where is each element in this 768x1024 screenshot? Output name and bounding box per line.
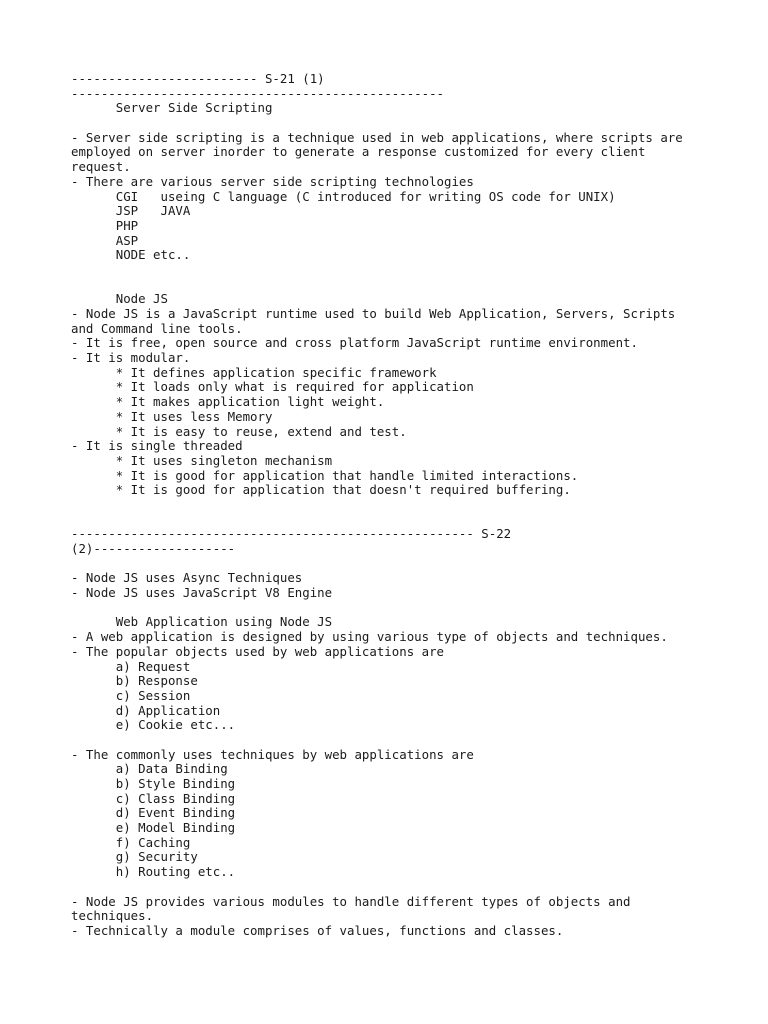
blank-line	[71, 880, 751, 895]
text-line: - Node JS uses Async Techniques	[71, 570, 303, 586]
list-item: * It is easy to reuse, extend and test.	[71, 423, 407, 439]
blank-line	[71, 278, 751, 293]
list-item: PHP	[71, 217, 139, 233]
list-item: e) Model Binding	[71, 820, 236, 836]
text-line: request.	[71, 159, 131, 175]
blank-line	[71, 498, 751, 513]
text-line: - Node JS is a JavaScript runtime used to build Web Application, Servers, Scripts	[71, 306, 676, 321]
list-item: * It uses singleton mechanism	[71, 452, 333, 468]
list-item: a) Request	[71, 658, 191, 674]
blank-line	[71, 601, 751, 616]
list-item: a) Data Binding	[71, 761, 228, 777]
list-item: * It makes application light weight.	[71, 394, 385, 410]
text-line: - It is free, open source and cross platform JavaScript runtime environment.	[71, 335, 638, 351]
text-line: - There are various server side scripting technologies	[71, 173, 474, 189]
separator-line: (2)-------------------	[71, 541, 236, 556]
text-line: - The commonly uses techniques by web applications are	[71, 746, 474, 762]
blank-line	[71, 557, 751, 572]
list-item: b) Response	[71, 673, 198, 689]
list-item: e) Cookie etc...	[71, 717, 236, 733]
list-item: * It is good for application that handle limited interactions.	[71, 467, 579, 483]
list-item: * It uses less Memory	[71, 408, 273, 424]
section-heading: Node JS	[71, 291, 168, 307]
text-line: - Node JS uses JavaScript V8 Engine	[71, 585, 333, 601]
list-item: b) Style Binding	[71, 776, 236, 791]
list-item: NODE etc..	[71, 247, 191, 263]
list-item: c) Session	[71, 687, 191, 703]
section-heading: Web Application using Node JS	[71, 614, 333, 630]
list-item: c) Class Binding	[71, 790, 236, 806]
list-item: ASP	[71, 232, 139, 248]
list-item: f) Caching	[71, 834, 191, 850]
text-line: employed on server inorder to generate a response customized for every client	[71, 144, 646, 160]
list-item: * It defines application specific framework	[71, 364, 437, 380]
document-page	[71, 72, 751, 939]
text-line: - The popular objects used by web applications are	[71, 643, 444, 659]
blank-line	[71, 263, 751, 278]
list-item: JSP JAVA	[71, 203, 191, 219]
separator-line: ------------------------- S-21 (1)	[71, 71, 325, 86]
separator-line: --------------------------------------------------	[71, 85, 444, 101]
blank-line	[71, 733, 751, 748]
text-line: - A web application is designed by using various type of objects and techniques.	[71, 629, 668, 645]
text-line: and Command line tools.	[71, 320, 243, 336]
blank-line	[71, 116, 751, 131]
list-item: g) Security	[71, 849, 198, 865]
text-line: techniques.	[71, 908, 154, 924]
list-item: d) Event Binding	[71, 805, 236, 821]
list-item: * It is good for application that doesn't required buffering.	[71, 482, 571, 498]
section-heading: Server Side Scripting	[71, 100, 273, 116]
text-line: - Node JS provides various modules to handle different types of objects and	[71, 893, 631, 909]
separator-line: ------------------------------------------------------ S-22	[71, 526, 512, 542]
blank-line	[71, 513, 751, 528]
text-line: - It is modular.	[71, 350, 191, 366]
text-line: - It is single threaded	[71, 438, 243, 454]
list-item: * It loads only what is required for application	[71, 379, 474, 395]
text-line: - Server side scripting is a technique used in web applications, where scripts are	[71, 129, 683, 145]
list-item: CGI useing C language (C introduced for writing OS code for UNIX)	[71, 188, 616, 204]
list-item: d) Application	[71, 702, 221, 718]
list-item: h) Routing etc..	[71, 864, 236, 880]
text-line: - Technically a module comprises of values, functions and classes.	[71, 922, 564, 938]
